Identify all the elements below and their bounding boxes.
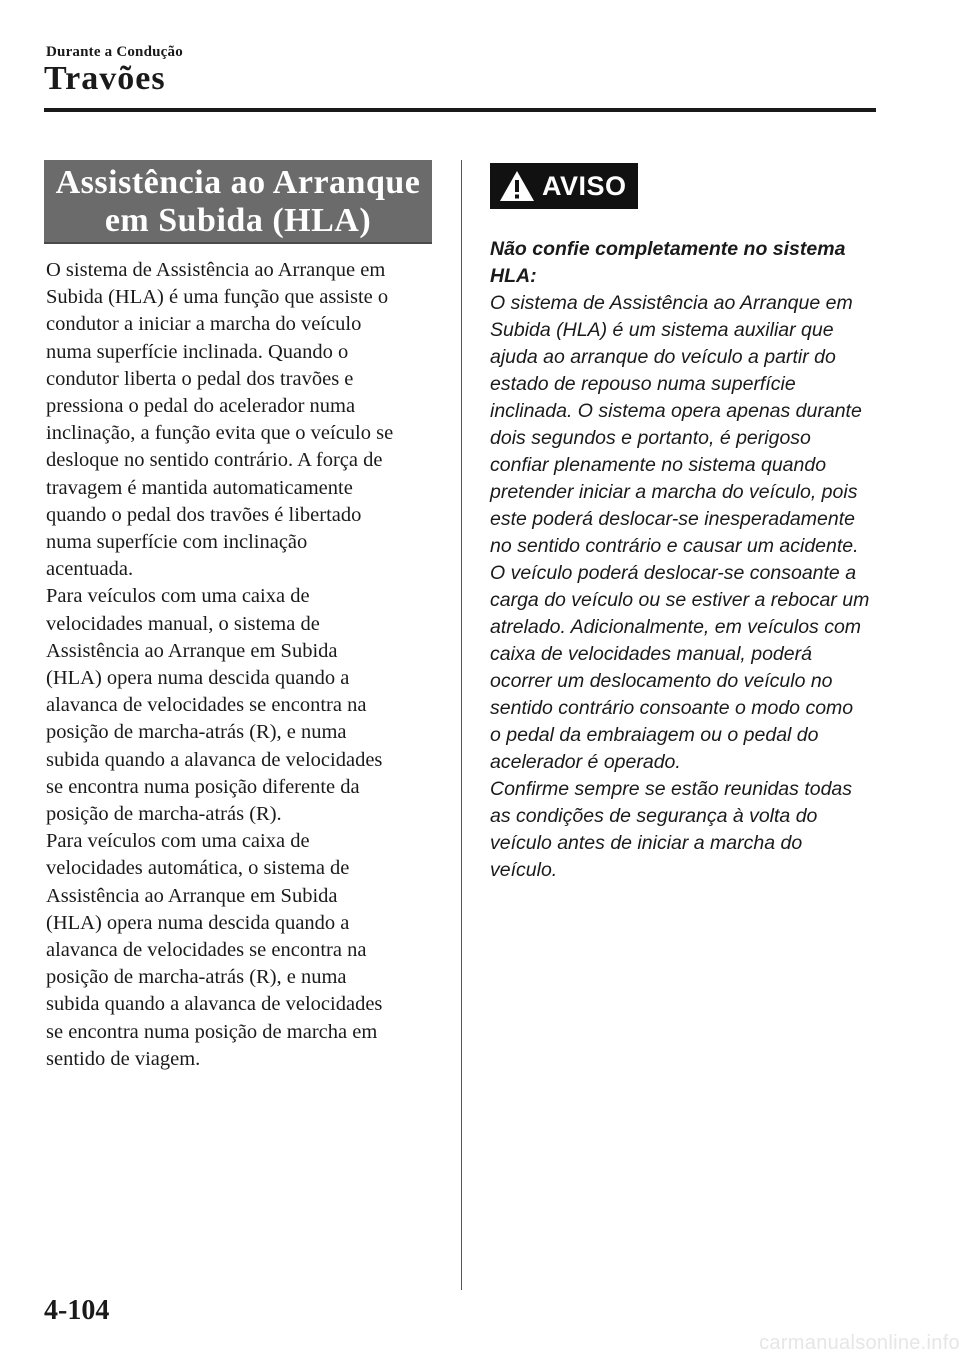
column-divider [461,160,462,1290]
warning-triangle-icon [498,169,536,203]
section-title-line-1: Assistência ao Arranque [55,164,421,201]
section-label: Durante a Condução [46,44,183,60]
footer-source: carmanualsonline.info [759,1332,960,1354]
warning-label: AVISO [542,170,627,201]
section-title-box [44,160,432,244]
section-title-line-2: em Subida (HLA) [104,202,372,239]
page-title: Travões [44,60,166,97]
warning-title: Não confie completamente no sistema HLA: [490,238,846,287]
warning-body: O sistema de Assistência ao Arranque em Subida (HLA) é um sistema auxiliar que ajuda ao arranque do veículo a partir do estado de repouso numa superfície inclinada. O sistema opera apenas durante dois segundos e portanto, é perigoso confiar plenamente no sistema quando pretender iniciar a marcha do veículo, pois este poderá deslocar-se inesperadamente no sentido contrário e causar um acidente. O veículo poderá deslocar-se consoante a carga do veículo ou se estiver a rebocar um atrelado. Adicionalmente, em veículos com caixa de velocidades manual, poderá ocorrer um deslocamento do veículo no sentido contrário consoante o modo como o pedal da embraiagem ou o pedal do acelerador é operado. Confirme sempre se estão reunidas todas as condições de segurança à volta do veículo antes de iniciar a marcha do veículo. [490,292,870,881]
page-number: 4-104 [44,1295,110,1326]
hla-description: O sistema de Assistência ao Arranque em Subida (HLA) é uma função que assiste o condutor a iniciar a marcha do veículo numa superfície inclinada. Quando o condutor liberta o pedal dos travões e pressiona o pedal do acelerador numa inclinação, a função evita que o veículo se desloque no sentido contrário. A força de travagem é mantida automaticamente quando o pedal dos travões é libertado numa superfície com inclinação acentuada. Para veículos com uma caixa de velocidades manual, o sistema de Assistência ao Arranque em Subida (HLA) opera numa descida quando a alavanca de velocidades se encontra na posição de marcha-atrás (R), e numa subida quando a alavanca de velocidades se encontra numa posição diferente da posição de marcha-atrás (R). Para veículos com uma caixa de velocidades automática, o sistema de Assistência ao Arranque em Subida (HLA) opera numa descida quando a alavanca de velocidades se encontra na posição de marcha-atrás (R), e numa subida quando a alavanca de velocidades se encontra numa posição de marcha em sentido de viagem. [46,259,394,1070]
warning-badge [490,163,638,209]
heading-divider [44,108,876,112]
